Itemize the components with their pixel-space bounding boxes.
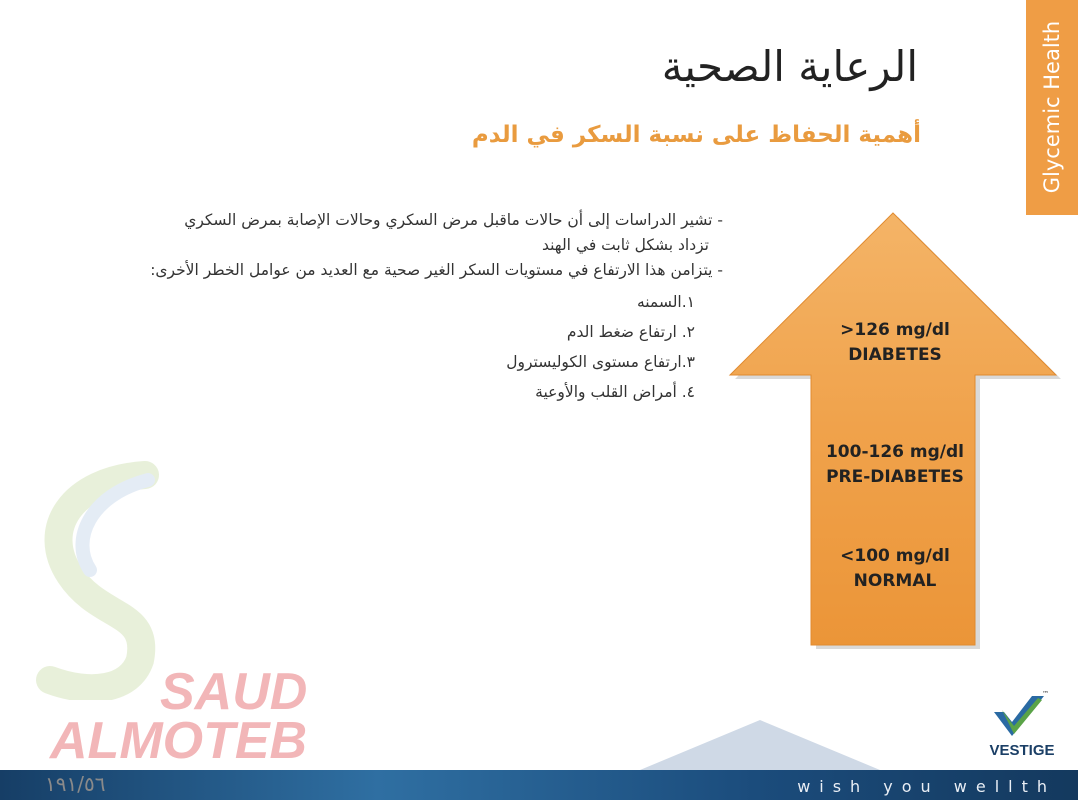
level-pre-diabetes	[815, 440, 975, 489]
watermark-line-1: SAUD	[160, 663, 308, 721]
risk-factor-list	[43, 290, 695, 404]
level-diabetes-range: >126 mg/dl	[840, 320, 950, 340]
risk-factor-item: ٣.ارتفاع مستوى الكوليسترول	[506, 352, 695, 371]
watermark-s-icon	[30, 460, 170, 700]
level-normal-label: NORMAL	[853, 570, 937, 591]
page-subtitle: أهمية الحفاظ على نسبة السكر في الدم	[471, 122, 921, 148]
footer-tagline: wish you wellth	[797, 777, 1056, 796]
risk-factor-item: ١.السمنه	[636, 293, 695, 312]
footer-triangle	[640, 720, 880, 770]
body-text	[43, 208, 723, 410]
risk-factor-item: ٤. أمراض القلب والأوعية	[535, 382, 695, 401]
page-title: الرعاية الصحية	[661, 42, 918, 91]
watermark-name	[50, 663, 308, 771]
watermark-number: ١٩١/٥٦	[45, 772, 106, 796]
paragraph-1-line-2: تزداد بشكل ثابت في الهند	[541, 235, 709, 254]
watermark-line-2: ALMOTEB	[50, 712, 308, 771]
logo-trademark: ™	[1042, 690, 1049, 698]
logo-text: VESTIGE	[989, 742, 1055, 759]
side-tab-label: Glycemic Health	[1040, 20, 1064, 194]
paragraph-2: - يتزامن هذا الارتفاع في مستويات السكر الغير صحية مع العديد من عوامل الخطر الأخرى:	[150, 260, 723, 279]
level-pre-diabetes-range: 100-126 mg/dl	[825, 442, 965, 462]
level-diabetes	[815, 318, 975, 367]
paragraph-1-line-1: - تشير الدراسات إلى أن حالات ماقبل مرض السكري وحالات الإصابة بمرض السكري	[184, 211, 723, 229]
level-diabetes-label: DIABETES	[848, 344, 942, 365]
side-tab	[1026, 0, 1078, 215]
level-normal-range: <100 mg/dl	[840, 546, 950, 566]
risk-factor-item: ٢. ارتفاع ضغط الدم	[566, 323, 695, 342]
level-pre-diabetes-label: PRE-DIABETES	[826, 466, 964, 487]
level-normal	[815, 544, 975, 593]
